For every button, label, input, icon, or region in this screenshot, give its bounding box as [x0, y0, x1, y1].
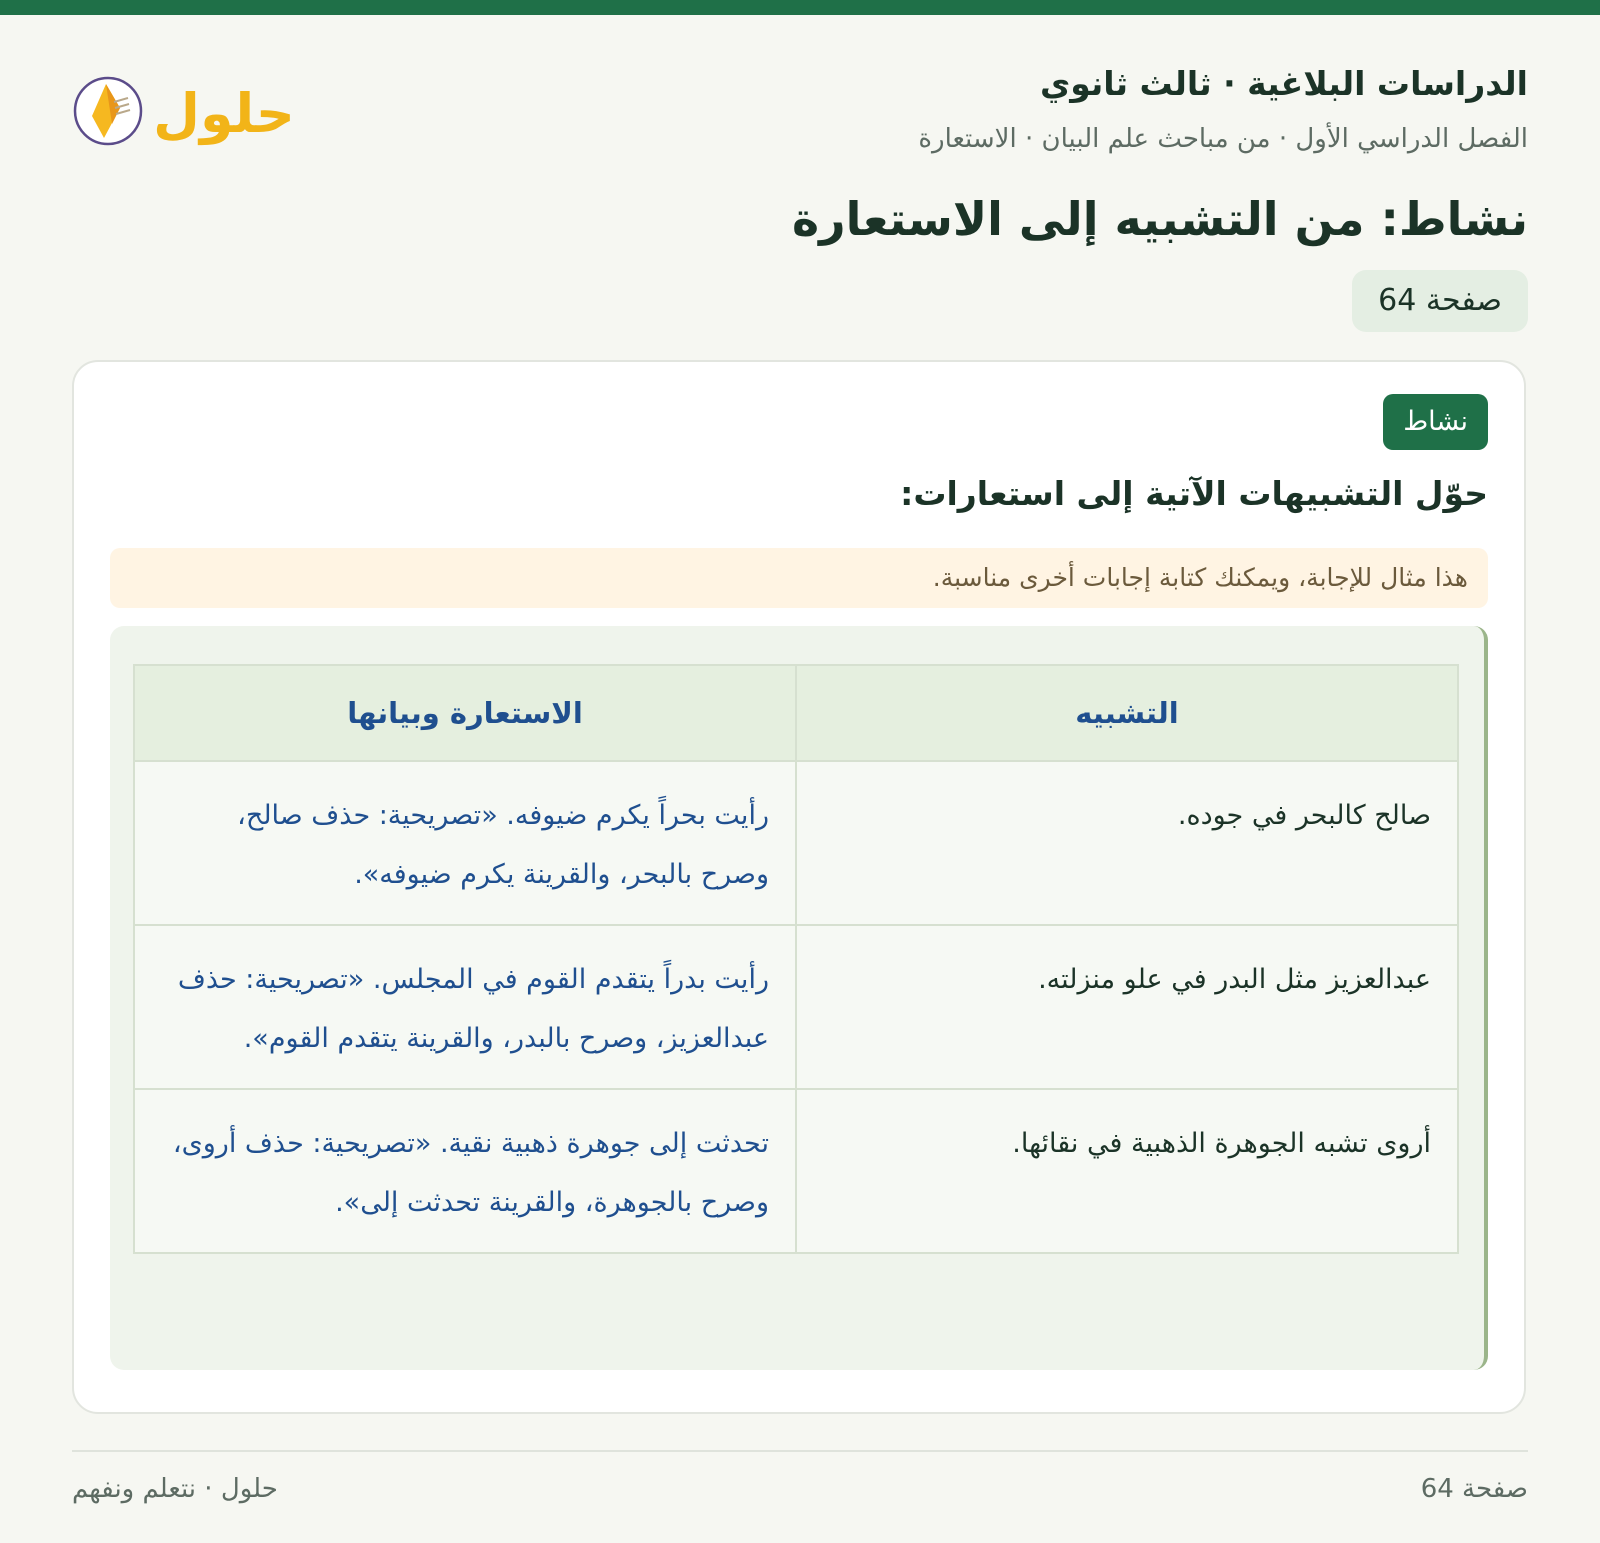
table-header-row — [134, 665, 1458, 761]
question-text: حوّل التشبيهات الآتية إلى استعارات: — [900, 474, 1488, 513]
metaphor-cell: تحدثت إلى جوهرة ذهبية نقية. «تصريحية: حذف أروى، وصرح بالجوهرة، والقرينة تحدثت إلى». — [134, 1089, 796, 1253]
simile-cell: صالح كالبحر في جوده. — [796, 761, 1458, 925]
answer-table — [133, 664, 1459, 1254]
page-number-badge: صفحة 64 — [1352, 270, 1528, 332]
metaphor-cell: رأيت بدراً يتقدم القوم في المجلس. «تصريحية: حذف عبدالعزيز، وصرح بالبدر، والقرينة يتقدم القوم». — [134, 925, 796, 1089]
breadcrumb: الفصل الدراسي الأول · من مباحث علم البيان · الاستعارة — [918, 124, 1528, 154]
top-accent-bar — [0, 0, 1600, 15]
metaphor-cell: رأيت بحراً يكرم ضيوفه. «تصريحية: حذف صالح، وصرح بالبحر، والقرينة يكرم ضيوفه». — [134, 761, 796, 925]
table-row — [134, 925, 1458, 1089]
activity-card — [72, 360, 1526, 1414]
activity-tag: نشاط — [1383, 394, 1488, 450]
table-row — [134, 1089, 1458, 1253]
footer-page-number: صفحة 64 — [1420, 1474, 1528, 1504]
simile-cell: أروى تشبه الجوهرة الذهبية في نقائها. — [796, 1089, 1458, 1253]
logo-wordmark: حلول — [153, 82, 295, 145]
brand-logo[interactable] — [72, 58, 302, 158]
answer-table-panel — [110, 626, 1488, 1370]
answer-note: هذا مثال للإجابة، ويمكنك كتابة إجابات أخرى مناسبة. — [110, 548, 1488, 608]
page-header — [72, 58, 1528, 178]
column-header-metaphor: الاستعارة وبيانها — [134, 665, 796, 761]
page-title: نشاط: من التشبيه إلى الاستعارة — [791, 192, 1528, 246]
course-title: الدراسات البلاغية · ثالث ثانوي — [1039, 64, 1528, 103]
table-row — [134, 761, 1458, 925]
footer-divider — [72, 1450, 1528, 1452]
column-header-simile: التشبيه — [796, 665, 1458, 761]
footer-brand: حلول · نتعلم ونفهم — [72, 1474, 278, 1504]
simile-cell: عبدالعزيز مثل البدر في علو منزلته. — [796, 925, 1458, 1089]
